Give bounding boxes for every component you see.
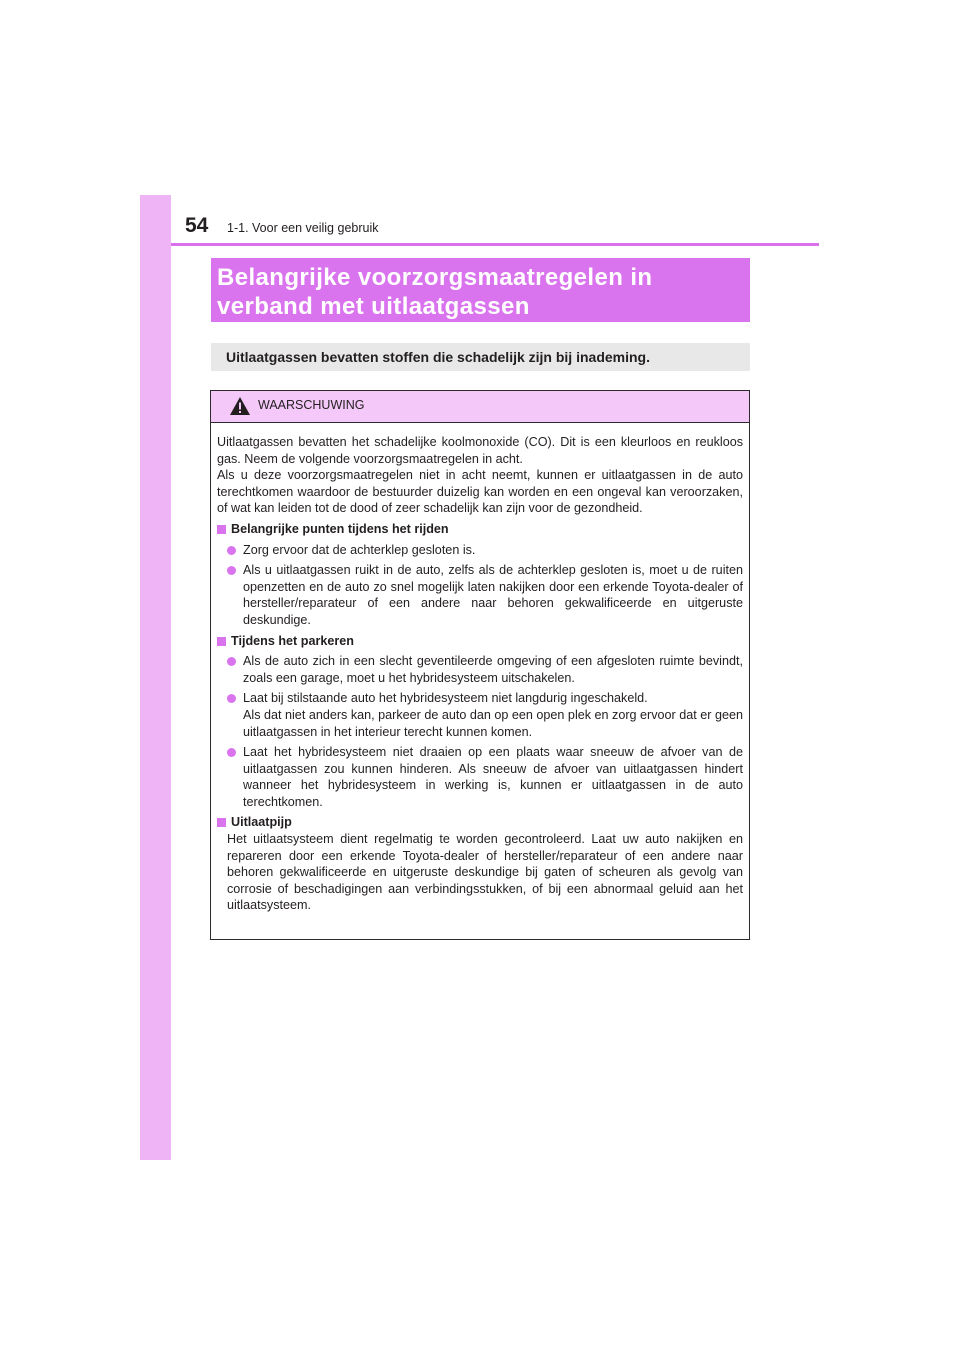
square-bullet-icon bbox=[217, 525, 226, 534]
section-heading-text: Uitlaatpijp bbox=[231, 815, 292, 830]
warning-paragraph-2: Als u deze voorzorgsmaatregelen niet in acht neemt, kunnen er uitlaatgassen in de auto terechtkomen waardoor de bestuurder duizelig kan worden en een ongeval kan veroorzaken, of wat kan leiden tot de dood of zeer schadelijk kan zijn voor de gezondheid. bbox=[217, 468, 743, 516]
square-bullet-icon bbox=[217, 818, 226, 827]
warning-label: WAARSCHUWING bbox=[258, 398, 365, 412]
list-item bbox=[217, 562, 743, 628]
page-number: 54 bbox=[185, 214, 209, 237]
list-item-text-line: Laat bij stilstaande auto het hybridesysteem niet langdurig ingeschakeld. bbox=[243, 691, 648, 706]
dot-bullet-icon bbox=[227, 748, 236, 757]
warning-triangle-icon bbox=[229, 396, 251, 416]
list-item-text: Laat het hybridesysteem niet draaien op een plaats waar sneeuw de afvoer van de uitlaatgassen zou kunnen hinderen. Als sneeuw de afvoer van uitlaatgassen hindert wanneer het hybridesysteem in werking is, kunnen er uitlaatgassen in de auto terechtkomen. bbox=[243, 745, 743, 809]
page-title bbox=[211, 258, 750, 322]
list-item bbox=[217, 653, 743, 686]
list-item-text: Zorg ervoor dat de achterklep gesloten is. bbox=[243, 542, 476, 557]
warning-header bbox=[211, 391, 749, 423]
section-heading-driving bbox=[217, 521, 743, 538]
title-line-2: verband met uitlaatgassen bbox=[217, 293, 530, 320]
section-heading-text: Belangrijke punten tijdens het rijden bbox=[231, 521, 449, 536]
section-heading-parking bbox=[217, 633, 743, 650]
dot-bullet-icon bbox=[227, 694, 236, 703]
dot-bullet-icon bbox=[227, 657, 236, 666]
square-bullet-icon bbox=[217, 637, 226, 646]
list-item-text: Als u uitlaatgassen ruikt in de auto, zelfs als de achterklep gesloten is, moet u de ruiten openzetten en de auto zo snel mogelijk laten nakijken door een erkende Toyota-dealer of hersteller/reparateur of een andere naar behoren gekwalificeerde en uitgeruste deskundige. bbox=[243, 563, 743, 627]
warning-box bbox=[210, 390, 750, 940]
section-label: 1-1. Voor een veilig gebruik bbox=[227, 221, 379, 235]
section-heading-exhaust-pipe bbox=[217, 814, 743, 831]
dot-bullet-icon bbox=[227, 546, 236, 555]
intro-summary: Uitlaatgassen bevatten stoffen die schadelijk zijn bij inademing. bbox=[211, 343, 750, 371]
list-item bbox=[217, 690, 743, 740]
side-strip bbox=[140, 195, 171, 1160]
list-item bbox=[217, 744, 743, 810]
dot-bullet-icon bbox=[227, 566, 236, 575]
section-heading-text: Tijdens het parkeren bbox=[231, 633, 354, 648]
header-rule bbox=[171, 243, 819, 246]
list-item-text-extra: Als dat niet anders kan, parkeer de auto dan op een open plek en zorg ervoor dat er geen uitlaatgassen in het interieur terecht kunnen komen. bbox=[243, 707, 743, 739]
list-item-text: Als de auto zich in een slecht geventileerde omgeving of een afgesloten ruimte bevindt, zoals een garage, moet u het hybridesysteem uitschakelen. bbox=[243, 654, 743, 685]
exhaust-pipe-text: Het uitlaatsysteem dient regelmatig te worden gecontroleerd. Laat uw auto nakijken en repareren door een erkende Toyota-dealer of hersteller/reparateur of een andere naar behoren gekwalificeerde en uitgeruste deskundige bij gaten of scheuren als gevolg van corrosie of beschadigingen aan verbindingsstukken, of bij een abnormaal geluid aan het uitlaatsysteem. bbox=[227, 832, 743, 913]
warning-paragraph-1: Uitlaatgassen bevatten het schadelijke koolmonoxide (CO). Dit is een kleurloos en reukloos gas. Neem de volgende voorzorgsmaatregelen in acht. bbox=[217, 435, 743, 466]
list-item-text bbox=[243, 690, 743, 740]
warning-body bbox=[217, 434, 743, 914]
list-item bbox=[217, 542, 743, 559]
title-line-1: Belangrijke voorzorgsmaatregelen in bbox=[217, 264, 653, 291]
